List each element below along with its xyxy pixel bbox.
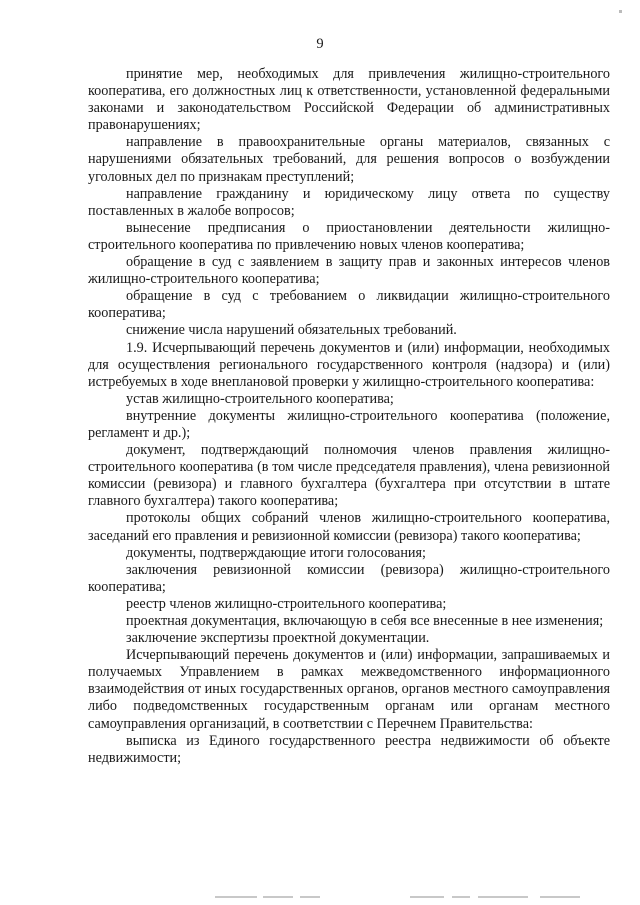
paragraph-9: устав жилищно-строительного кооператива; xyxy=(126,390,394,407)
scan-artifact-line xyxy=(300,896,320,898)
paragraph-18: Исчерпывающий перечень документов и (или) информации, запрашиваемых и получаемых Управлением в рамках межведомственного информационного взаимодействия от иных государственных органов, органов местного самоуправления либо подведомственных государственным органам или органам местного самоуправления организаций, в соответствии с Перечнем Правительства: xyxy=(88,647,610,732)
scan-artifact-line xyxy=(215,896,257,898)
paragraph-14: заключения ревизионной комиссии (ревизора) жилищно-строительного кооператива; xyxy=(88,561,610,595)
paragraph-11: документ, подтверждающий полномочия членов правления жилищно-строительного кооператива (в том числе председателя правления), члена ревизионной комиссии (ревизора) и главного бухгалтера (бухгалтера при отсутствии в штате главного бухгалтера) такого кооператива; xyxy=(88,442,610,510)
paragraph-3: направление гражданину и юридическому лицу ответа по существу поставленных в жалобе вопросов; xyxy=(88,185,610,219)
paragraph-15: реестр членов жилищно-строительного кооператива; xyxy=(126,595,447,612)
paragraph-5: обращение в суд с заявлением в защиту прав и законных интересов членов жилищно-строительного кооператива; xyxy=(88,254,610,288)
paragraph-1: принятие мер, необходимых для привлечения жилищно-строительного кооператива, его должностных лиц к ответственности, установленной федеральными законами и законодательством Российской Федерации об административных правонарушениях; xyxy=(88,66,610,134)
page-number: 9 xyxy=(316,36,324,52)
scan-artifact-line xyxy=(540,896,580,898)
paragraph-2: направление в правоохранительные органы материалов, связанных с нарушениями обязательных требований, для решения вопросов о возбуждении уголовных дел по признакам преступлений; xyxy=(88,134,610,185)
paragraph-10: внутренние документы жилищно-строительного кооператива (положение, регламент и др.); xyxy=(88,407,610,441)
paragraph-6: обращение в суд с требованием о ликвидации жилищно-строительного кооператива; xyxy=(88,288,610,322)
paragraph-8: 1.9. Исчерпывающий перечень документов и (или) информации, необходимых для осуществления регионального государственного контроля (надзора) и (или) истребуемых в ходе внеплановой проверки у жилищно-строительного кооператива: xyxy=(88,339,610,390)
scan-artifact-line xyxy=(410,896,444,898)
scan-artifact-line xyxy=(263,896,293,898)
paragraph-12: протоколы общих собраний членов жилищно-строительного кооператива, заседаний его правления и ревизионной комиссии (ревизора) такого кооператива; xyxy=(88,510,610,544)
scan-speck xyxy=(619,10,622,13)
paragraph-16: проектная документация, включающую в себя все внесенные в нее изменения; xyxy=(126,613,604,629)
paragraph-4: вынесение предписания о приостановлении деятельности жилищно-строительного кооператива по привлечению новых членов кооператива; xyxy=(88,219,610,253)
paragraph-19: выписка из Единого государственного реестра недвижимости об объекте недвижимости; xyxy=(88,732,610,766)
paragraph-13: документы, подтверждающие итоги голосования; xyxy=(126,544,426,561)
scan-artifact-line xyxy=(452,896,470,898)
paragraph-17: заключение экспертизы проектной документации. xyxy=(126,630,430,647)
document-body xyxy=(88,66,610,767)
scan-artifact-line xyxy=(478,896,528,898)
paragraph-7: снижение числа нарушений обязательных требований. xyxy=(126,322,457,339)
